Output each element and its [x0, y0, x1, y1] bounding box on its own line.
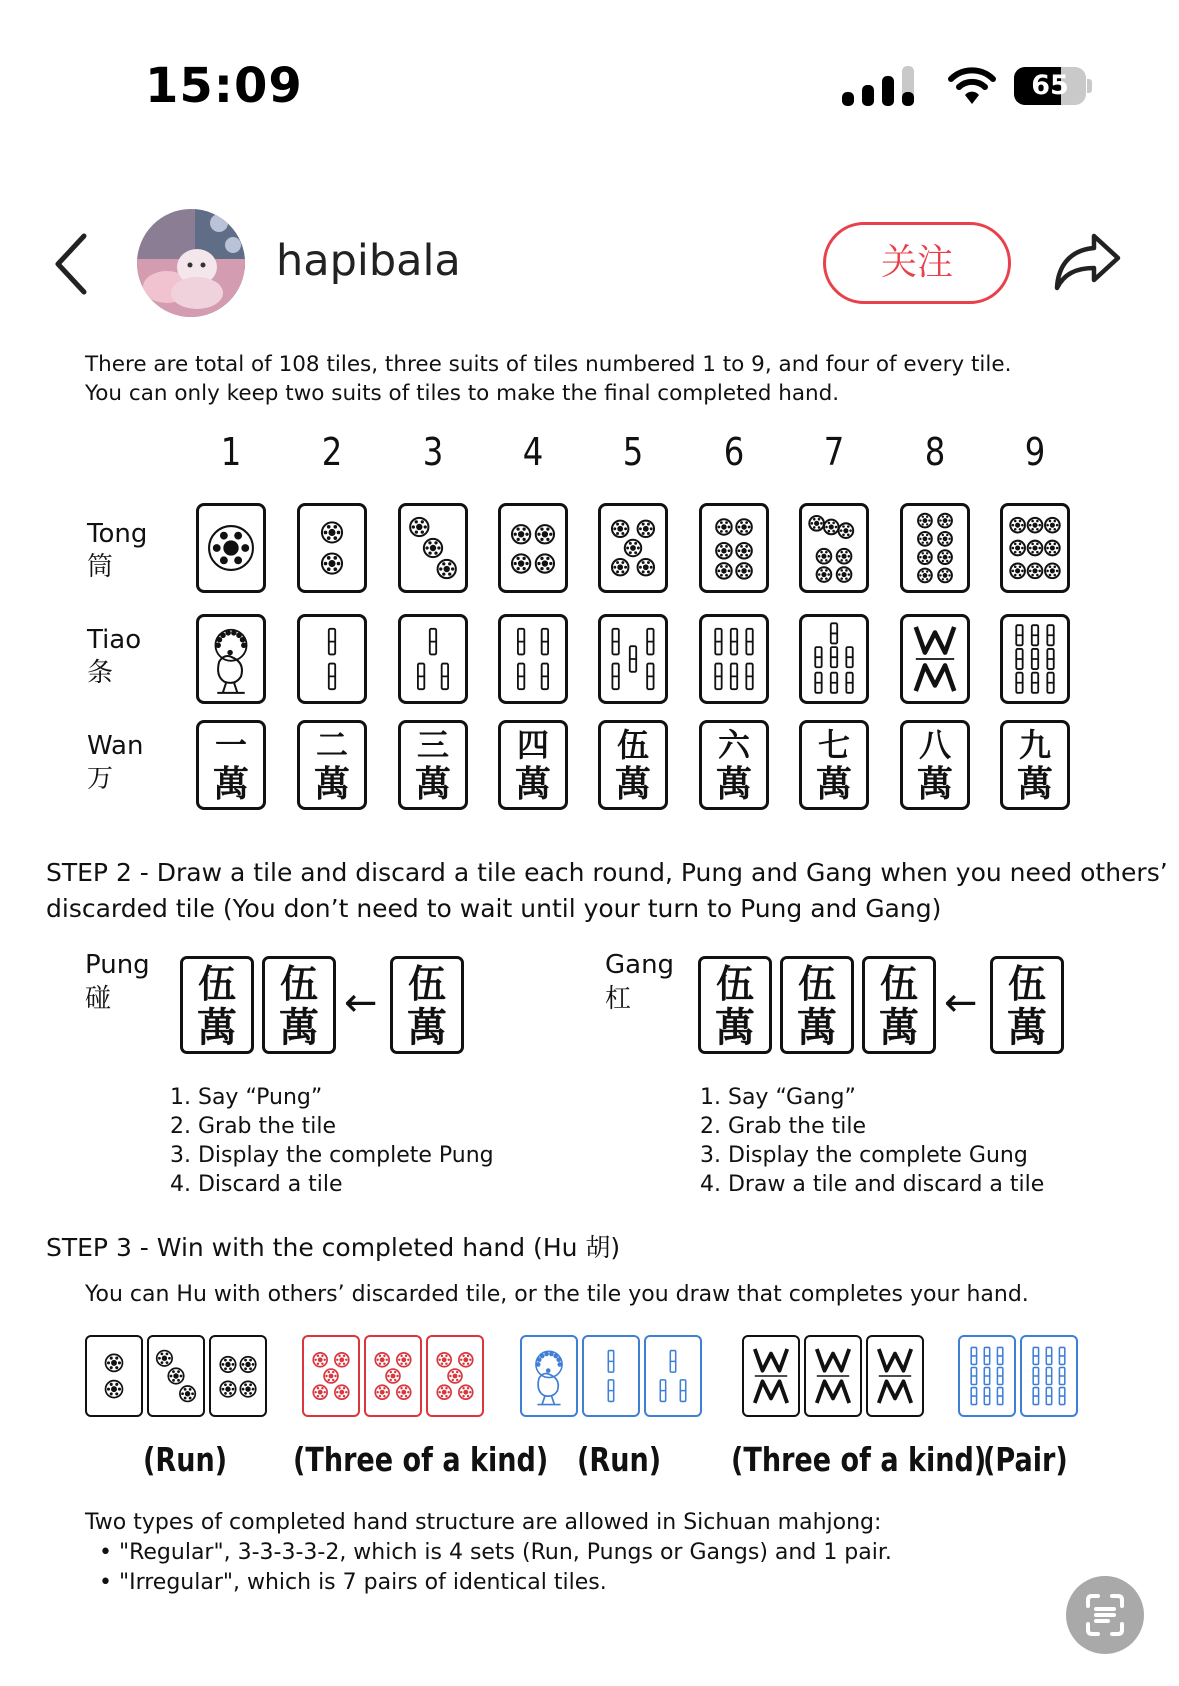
wan-character: 萬 [1016, 763, 1053, 805]
status-time: 15:09 [145, 58, 303, 114]
pung-step: 4. Discard a tile [170, 1172, 343, 1197]
tile-character: 萬 [279, 1004, 319, 1051]
suit-en: Tiao [87, 625, 142, 655]
suit-en: Wan [87, 731, 144, 761]
wan-character: 萬 [715, 763, 752, 805]
suit-en: Tong [87, 519, 148, 549]
hand-label-run: (Run) [143, 1440, 228, 1479]
wan-character: 萬 [815, 763, 852, 805]
suit-label-wan [87, 730, 143, 796]
tile-character: 萬 [407, 1004, 447, 1051]
column-number: 9 [1024, 430, 1046, 474]
wan-numeral: 九 [1018, 726, 1051, 764]
wan-character: 萬 [414, 763, 451, 805]
share-arrow-icon[interactable] [1052, 230, 1122, 292]
wan-numeral: 八 [918, 726, 951, 764]
tile-numeral: 伍 [407, 961, 446, 1006]
gang-step: 4. Draw a tile and discard a tile [700, 1172, 1045, 1197]
column-number: 3 [422, 430, 444, 474]
column-number: 1 [220, 430, 242, 474]
hand-tiao-8 [866, 1335, 924, 1417]
hand-tong-5 [364, 1335, 422, 1417]
cellular-signal-icon [840, 64, 930, 108]
tong-tile [398, 503, 468, 593]
wan-tile [196, 720, 266, 810]
tiao-tile [900, 614, 970, 704]
tile-character: 萬 [715, 1004, 755, 1051]
tiao-tile [699, 614, 769, 704]
gang-step: 3. Display the complete Gung [700, 1143, 1028, 1168]
scan-text-button[interactable] [1066, 1576, 1144, 1654]
pung-step: 3. Display the complete Pung [170, 1143, 494, 1168]
tile-numeral: 伍 [279, 961, 318, 1006]
wan-numeral: 四 [516, 726, 549, 764]
gang-label [605, 948, 674, 1016]
hand-tiao-8 [742, 1335, 800, 1417]
pung-steps [170, 1083, 494, 1199]
tiao-tile [196, 614, 266, 704]
rule-item: • "Regular", 3-3-3-3-2, which is 4 sets (Run, Pungs or Gangs) and 1 pair. [99, 1540, 892, 1565]
wan-tile [297, 720, 367, 810]
username[interactable]: hapibala [276, 236, 461, 286]
gang-tile [698, 956, 772, 1054]
suit-label-tiao [87, 624, 141, 690]
hand-tong-2 [85, 1335, 143, 1417]
wan-tile [900, 720, 970, 810]
gang-tile [780, 956, 854, 1054]
avatar[interactable] [137, 209, 245, 317]
tiao-tile [498, 614, 568, 704]
pung-step: 1. Say “Pung” [170, 1085, 323, 1110]
wan-tile [699, 720, 769, 810]
tong-tile [900, 503, 970, 593]
step2-heading-line-1: STEP 2 - Draw a tile and discard a tile each round, Pung and Gang when you need others’ [46, 858, 1168, 887]
tong-tile [598, 503, 668, 593]
column-number: 5 [622, 430, 644, 474]
tiao-tile [1000, 614, 1070, 704]
suit-zh: 万 [87, 764, 114, 794]
battery-percent: 65 [1031, 70, 1069, 101]
battery-icon [1014, 67, 1092, 105]
wan-tile [398, 720, 468, 810]
wan-tile [498, 720, 568, 810]
tiao-tile [799, 614, 869, 704]
chevron-left-icon[interactable] [52, 232, 92, 296]
column-number: 4 [522, 430, 544, 474]
wan-tile [799, 720, 869, 810]
wan-character: 萬 [514, 763, 551, 805]
column-number: 8 [924, 430, 946, 474]
hand-tiao-9 [1020, 1335, 1078, 1417]
pung-label [85, 948, 150, 1016]
rules-intro: Two types of completed hand structure are allowed in Sichuan mahjong: [85, 1510, 882, 1535]
tiao-tile [398, 614, 468, 704]
hand-tong-5 [426, 1335, 484, 1417]
step2-heading-line-2: discarded tile (You don’t need to wait until your turn to Pung and Gang) [46, 894, 942, 923]
wan-numeral: 二 [315, 726, 348, 764]
wan-character: 萬 [916, 763, 953, 805]
tiao-tile [297, 614, 367, 704]
left-arrow-icon: ← [344, 980, 378, 1026]
tile-numeral: 伍 [879, 961, 918, 1006]
hu-description: You can Hu with others’ discarded tile, or the tile you draw that completes your hand. [85, 1282, 1029, 1307]
tile-numeral: 伍 [1007, 961, 1046, 1006]
column-number: 6 [723, 430, 745, 474]
hand-tiao-2 [582, 1335, 640, 1417]
hand-tiao-9 [958, 1335, 1016, 1417]
wan-numeral: 三 [416, 726, 449, 764]
rule-item: • "Irregular", which is 7 pairs of identical tiles. [99, 1570, 607, 1595]
hand-tiao-3 [644, 1335, 702, 1417]
gang-en: Gang [605, 950, 675, 980]
gang-discarded-tile [990, 956, 1064, 1054]
step2-heading [46, 855, 1168, 927]
status-icons [840, 62, 1092, 110]
pung-tile [180, 956, 254, 1054]
tile-character: 萬 [879, 1004, 919, 1051]
hand-tong-4 [209, 1335, 267, 1417]
tile-character: 萬 [197, 1004, 237, 1051]
suit-zh: 筒 [87, 552, 114, 582]
tong-tile [1000, 503, 1070, 593]
wan-character: 萬 [614, 763, 651, 805]
intro-text [85, 350, 1011, 408]
pung-en: Pung [85, 950, 150, 980]
tong-tile [196, 503, 266, 593]
gang-tile [862, 956, 936, 1054]
hand-tong-3 [147, 1335, 205, 1417]
column-number: 2 [321, 430, 343, 474]
tile-character: 萬 [1007, 1004, 1047, 1051]
wan-numeral: 七 [817, 726, 850, 764]
hand-label-three-of-a-kind: (Three of a kind) [731, 1440, 987, 1479]
hand-label-three-of-a-kind: (Three of a kind) [293, 1440, 549, 1479]
pung-discarded-tile [390, 956, 464, 1054]
pung-zh: 碰 [85, 984, 112, 1014]
hand-label-pair: (Pair) [983, 1440, 1068, 1479]
wan-numeral: 六 [717, 726, 750, 764]
tile-numeral: 伍 [715, 961, 754, 1006]
tong-tile [297, 503, 367, 593]
tong-tile [799, 503, 869, 593]
gang-step: 1. Say “Gang” [700, 1085, 856, 1110]
tong-tile [699, 503, 769, 593]
hand-tiao-8 [804, 1335, 862, 1417]
wan-tile [598, 720, 668, 810]
step3-heading: STEP 3 - Win with the completed hand (Hu 胡) [46, 1233, 621, 1262]
gang-step: 2. Grab the tile [700, 1114, 866, 1139]
hand-tong-5 [302, 1335, 360, 1417]
follow-button[interactable]: 关注 [823, 222, 1011, 304]
tiao-tile [598, 614, 668, 704]
wan-numeral: 伍 [616, 726, 649, 764]
pung-tile [262, 956, 336, 1054]
pung-step: 2. Grab the tile [170, 1114, 336, 1139]
suit-label-tong [87, 518, 147, 584]
tile-numeral: 伍 [197, 961, 236, 1006]
gang-steps [700, 1083, 1044, 1199]
tile-character: 萬 [797, 1004, 837, 1051]
hand-label-run: (Run) [577, 1440, 662, 1479]
intro-line-2: You can only keep two suits of tiles to make the final completed hand. [85, 381, 840, 406]
intro-line-1: There are total of 108 tiles, three suits of tiles numbered 1 to 9, and four of every tile. [85, 352, 1012, 377]
tong-tile [498, 503, 568, 593]
left-arrow-icon: ← [944, 980, 978, 1026]
wan-character: 萬 [212, 763, 249, 805]
scan-text-icon [1066, 1576, 1144, 1654]
wifi-icon [948, 66, 996, 106]
suit-zh: 条 [87, 658, 114, 688]
wan-tile [1000, 720, 1070, 810]
column-number: 7 [823, 430, 845, 474]
hand-tiao-1 [520, 1335, 578, 1417]
tile-numeral: 伍 [797, 961, 836, 1006]
gang-zh: 杠 [605, 984, 632, 1014]
wan-character: 萬 [313, 763, 350, 805]
wan-numeral: 一 [214, 726, 247, 764]
hand-structure-rules [85, 1508, 892, 1598]
